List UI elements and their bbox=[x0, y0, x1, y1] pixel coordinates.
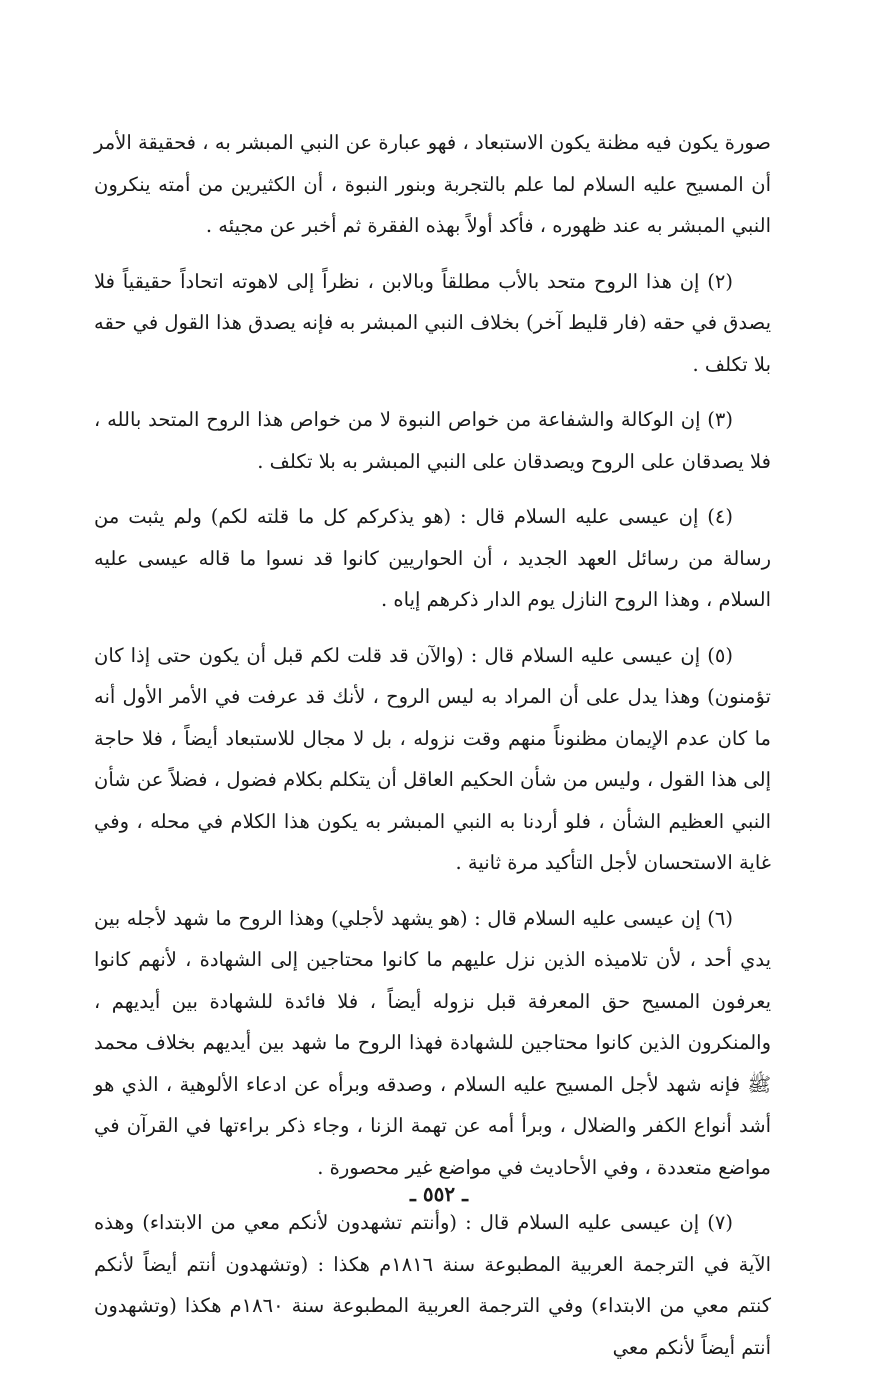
paragraph-point-2: (٢) إن هذا الروح متحد بالأب مطلقاً وبالابن ، نظراً إلى لاهوته اتحاداً حقيقياً فلا يصدق في حقه (فار قليط آخر) بخلاف النبي المبشر به فإنه يصدق هذا القول في حقه بلا تكلف . bbox=[94, 269, 771, 376]
paragraph-point-7: (٧) إن عيسى عليه السلام قال : (وأنتم تشهدون لأنكم معي من الابتداء) وهذه الآية في الترجمة العربية المطبوعة سنة ١٨١٦م هكذا : (وتشهدون أنتم أيضاً لأنكم كنتم معي من الابتداء) وفي الترجمة العربية المطبوعة سنة ١٨٦٠م هكذا (وتشهدون أنتم أيضاً لأنكم معي bbox=[94, 1211, 771, 1359]
paragraph-point-5: (٥) إن عيسى عليه السلام قال : (والآن قد قلت لكم قبل أن يكون حتى إذا كان تؤمنون) وهذا يدل على أن المراد به ليس الروح ، لأنك قد عرفت في الأمر الأول أنه ما كان عدم الإيمان مظنوناً منهم وقت نزوله ، بل لا مجال للاستبعاد أيضاً ، فلا حاجة إلى هذا القول ، وليس من شأن الحكيم العاقل أن يتكلم بكلام فضول ، فضلاً عن شأن النبي العظيم الشأن ، فلو أردنا به النبي المبشر به يكون هذا الكلام في محله ، وفي غاية الاستحسان لأجل التأكيد مرة ثانية . bbox=[94, 643, 771, 874]
paragraph-point-6: (٦) إن عيسى عليه السلام قال : (هو يشهد لأجلي) وهذا الروح ما شهد لأجله بين يدي أحد ، لأن تلاميذه الذين نزل عليهم ما كانوا محتاجين إلى الشهادة ، لأنهم كانوا يعرفون المسيح حق المعرفة قبل نزوله أيضاً ، فلا فائدة للشهادة بين أيديهم ، والمنكرون الذين كانوا محتاجين للشهادة فهذا الروح ما شهد بين أيديهم بخلاف محمد ﷺ فإنه شهد لأجل المسيح عليه السلام ، وصدقه وبرأه عن ادعاء الألوهية ، الذي هو أشد أنواع الكفر والضلال ، وبرأ أمه عن تهمة الزنا ، وجاء ذكر براءتها في القرآن في مواضع متعددة ، وفي الأحاديث في مواضع غير محصورة . bbox=[94, 906, 771, 1179]
paragraph-point-4: (٤) إن عيسى عليه السلام قال : (هو يذكركم كل ما قلته لكم) ولم يثبت من رسالة من رسائل العهد الجديد ، أن الحواريين كانوا قد نسوا ما قاله عيسى عليه السلام ، وهذا الروح النازل يوم الدار ذكرهم إياه . bbox=[94, 505, 771, 611]
page-number: ـ ٥٥٢ ـ bbox=[410, 1182, 468, 1206]
paragraph-point-3: (٣) إن الوكالة والشفاعة من خواص النبوة لا من خواص هذا الروح المتحد بالله ، فلا يصدقان على الروح ويصدقان على النبي المبشر به بلا تكلف . bbox=[94, 408, 771, 473]
paragraph-continuation: صورة يكون فيه مظنة يكون الاستبعاد ، فهو عبارة عن النبي المبشر به ، فحقيقة الأمر أن المسيح عليه السلام لما علم بالتجربة وبنور النبوة ، أن الكثيرين من أمته ينكرون النبي المبشر به عند ظهوره ، فأكد أولاً بهذه الفقرة ثم أخبر عن مجيئه . bbox=[94, 131, 771, 237]
